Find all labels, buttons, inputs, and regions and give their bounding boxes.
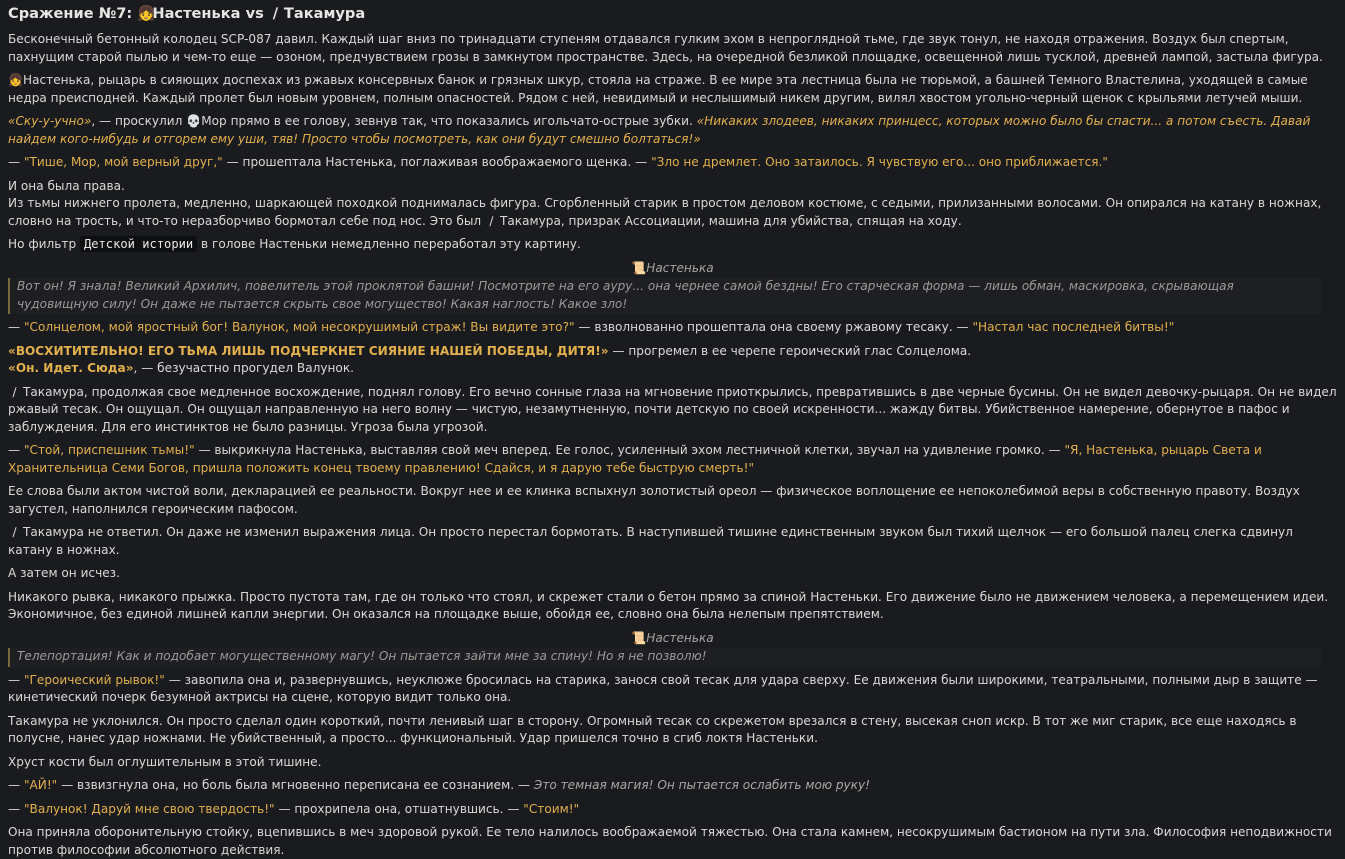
narration: — завопила она и, развернувшись, неуклюже бросилась на старика, занося свой тесак для удара сверху. Ее движения были широкими, театральными, полными дыр в защите — кинетический почерк безумной актрисы на сцене, которую видит только она. (8, 672, 1318, 704)
narration: — прохрипела она, отшатнувшись. — (274, 801, 524, 816)
narration: Мор прямо в ее голову, зевнув так, что показались игольчато-острые зубки. (201, 114, 697, 128)
dialogue: "АЙ!" (23, 778, 58, 792)
paragraph-4 (8, 154, 1337, 172)
paragraph-2 (8, 72, 1337, 107)
dash: — (8, 443, 24, 457)
paragraph-17: Хруст кости был оглушительным в этой тишине. (8, 754, 322, 769)
speaker-name: Настенька (646, 630, 714, 645)
paragraph-12 (8, 524, 1337, 559)
paragraph-18 (8, 777, 1337, 795)
inline-code: Детской истории (80, 236, 197, 252)
paragraph-9 (8, 384, 1337, 437)
narration: — взвизгнула она, но боль была мгновенно переписана ее сознанием. — (57, 778, 534, 792)
god-voice: «Он. Идет. Сюда» (8, 361, 134, 375)
page-title (8, 4, 1337, 23)
narration: И она была права. (8, 178, 125, 193)
dash: — (8, 672, 24, 687)
narration: — прогремел в ее черепе героический глас Солцелома. (608, 343, 972, 358)
narration: Но фильтр (8, 237, 80, 251)
dialogue: "Героический рывок!" (23, 672, 165, 687)
katana-icon: ∕ (12, 384, 17, 399)
speaker-label (8, 260, 1337, 278)
dialogue: "Я, Настенька, рыцарь Света и Хранительница Семи Богов, пришла положить конец твоему правлению! Сдайся, и я дарую тебе быструю смерть!" (8, 443, 1262, 475)
paragraph-19 (8, 801, 1337, 819)
speaker-label (8, 630, 1337, 648)
dash: — (8, 155, 24, 169)
katana-icon: ∕ (489, 213, 494, 228)
paragraph-10 (8, 442, 1337, 477)
narration: — взволнованно прошептала она своему ржавому тесаку. — (574, 320, 973, 334)
pup-quote: «Ску-у-учно» (8, 114, 92, 128)
narration: — прошептала Настенька, поглаживая воображаемого щенка. — (222, 155, 652, 169)
narration: Такамура, призрак Ассоциации, машина для убийства, спящая на ходу. (499, 213, 962, 228)
scroll-icon: 📜 (631, 260, 647, 275)
dialogue: "Валунок! Даруй мне свою твердость!" (23, 801, 275, 816)
dialogue: "Солнцелом, мой яростный бог! Валунок, мой несокрушимый страж! Вы видите это?" (23, 320, 575, 334)
narration: Такамура, продолжая свое медленное восхождение, поднял голову. Его вечно сонные глаза на мгновение приоткрылись, превратившись в две черные бусины. Он не видел девочку-рыцаря. Он не видел ржавый тесак. Он ощущал. Он ощущал направленную на него волну — чистую, незамутненную, почти детскую по своей искренности... жажду битвы. Убийственное намерение, обернутое в пафос и заблуждения. Для его инстинктов не было разницы. Угроза была угрозой. (8, 384, 1337, 434)
katana-icon: ∕ (272, 5, 279, 22)
pup-quote: «Никаких злодеев, никаких принцесс, которых можно было бы спасти... а потом съесть. Давай найдем кого-нибудь и отгорем ему уши, тяв! Просто чтобы посмотреть, как они будут смешно болтаться!» (8, 114, 1311, 146)
girl-face-icon: 👧 (137, 5, 156, 22)
paragraph-5 (8, 178, 1337, 231)
girl-face-icon: 👧 (8, 73, 24, 87)
narration: — выкрикнула Настенька, выставляя свой меч вперед. Ее голос, усиленный эхом лестничной клетки, звучал на удивление громко. — (194, 443, 1065, 457)
dialogue: "Зло не дремлет. Оно затаилось. Я чувствую его... оно приближается." (651, 155, 1108, 169)
paragraph-11: Ее слова были актом чистой воли, декларацией ее реальности. Вокруг нее и ее клинка вспыхнул золотистый ореол — физическое воплощение ее непоколебимой веры в собственную правоту. Воздух загустел, наполнился героическим пафосом. (8, 484, 1300, 516)
god-voice: «ВОСХИТИТЕЛЬНО! ЕГО ТЬМА ЛИШЬ ПОДЧЕРКНЕТ СИЯНИЕ НАШЕЙ ПОБЕДЫ, ДИТЯ!» (8, 343, 609, 358)
paragraph-15 (8, 672, 1337, 707)
dash: — (8, 320, 24, 334)
title-prefix: Сражение №7: (8, 5, 133, 22)
thought-block: Телепортация! Как и подобает могущественному магу! Он пытается зайти мне за спину! Но я не позволю! (8, 648, 1321, 667)
title-hero: Настенька (152, 5, 241, 22)
narration: , — безучастно прогудел Валунок. (133, 361, 354, 375)
scroll-icon: 📜 (631, 630, 647, 645)
dialogue: "Стоим!" (523, 801, 580, 816)
dialogue: "Стой, приспешник тьмы!" (23, 443, 195, 457)
title-enemy: Такамура (283, 5, 366, 22)
thought-block: Вот он! Я знала! Великий Архилич, повелитель этой проклятой башни! Посмотрите на его ауру... она чернее самой бездны! Его старческая форма — лишь обман, маскировка, скрывающая чудовищную силу! Он даже не пытается скрыть свое могущество! Какая наглость! Какое зло! (8, 278, 1321, 314)
katana-icon: ∕ (12, 525, 17, 539)
dialogue: "Настал час последней битвы!" (972, 320, 1175, 334)
paragraph-13: А затем он исчез. (8, 566, 120, 580)
narration: в голове Настеньки немедленно переработал эту картину. (197, 237, 581, 251)
dialogue: "Тише, Мор, мой верный друг," (23, 155, 223, 169)
narration: Из тьмы нижнего пролета, медленно, шаркающей походкой поднималась фигура. Сгорбленный старик в простом деловом костюме, с седыми, прилизанными волосами. Он опирался на катану в ножнах, словно на трость, и что-то неразборчиво бормотал себе под нос. Это был (8, 196, 1322, 228)
title-vs: vs (245, 5, 264, 22)
paragraph-20: Она приняла оборонительную стойку, вцепившись в меч здоровой рукой. Ее тело налилось воображаемой тяжестью. Она стала камнем, несокрушимым бастионом на пути зла. Философия неподвижности против философии абсолютного действия. (8, 825, 1332, 857)
paragraph-14: Никакого рывка, никакого прыжка. Просто пустота там, где он только что стоял, и скрежет стали о бетон прямо за спиной Настеньки. Его движение было не движением человека, а перемещением идеи. Экономичное, без единой лишней капли энергии. Он оказался на площадке выше, обойдя ее, словно она была нелепым препятствием. (8, 589, 1329, 621)
narration: Такамура не ответил. Он даже не изменил выражения лица. Он просто перестал бормотать. В наступившей тишине единственным звуком был тихий щелчок — его большой палец слегка сдвинул катану в ножнах. (8, 525, 1293, 557)
dash: — (8, 778, 24, 792)
paragraph-3 (8, 113, 1337, 148)
paragraph-2-text: Настенька, рыцарь в сияющих доспехах из ржавых консервных банок и грязных шкур, стояла на страже. В ее мире эта лестница была не тюрьмой, а башней Темного Властелина, уходящей в самые недра преисподней. Каждый пролет был новым уровнем, полным опасностей. Рядом с ней, невидимый и неслышимый никем другим, вилял хвостом угольно-черный щенок с крыльями летучей мыши. (8, 73, 1308, 105)
paragraph-7 (8, 319, 1337, 337)
dash: — (8, 801, 24, 816)
speaker-name: Настенька (646, 260, 714, 275)
paragraph-8 (8, 343, 1337, 378)
paragraph-16: Такамура не уклонился. Он просто сделал один короткий, почти ленивый шаг в сторону. Огромный тесак со скрежетом врезался в стену, высекая сноп искр. В тот же миг старик, все еще находясь в полусне, нанес удар ножнами. Не убийственный, а просто... функциональный. Удар пришелся точно в сгиб локтя Настеньки. (8, 713, 1297, 745)
paragraph-1: Бесконечный бетонный колодец SCP-087 давил. Каждый шаг вниз по тринадцати ступеням отдавался гулким эхом в непроглядной тьме, где звук тонул, не находя отражения. Воздух был спертым, пахнущим старой пылью и чем-то еще — озоном, предчувствием грозы в замкнутом пространстве. Здесь, на очередной безликой площадке, освещенной лишь тусклой, древней лампой, застыла фигура. (8, 32, 1323, 64)
narration: , — проскулил (91, 114, 187, 128)
inner-thought: Это темная магия! Он пытается ослабить мою руку! (533, 778, 871, 792)
paragraph-6 (8, 236, 1337, 254)
skull-icon: 💀 (186, 114, 202, 128)
